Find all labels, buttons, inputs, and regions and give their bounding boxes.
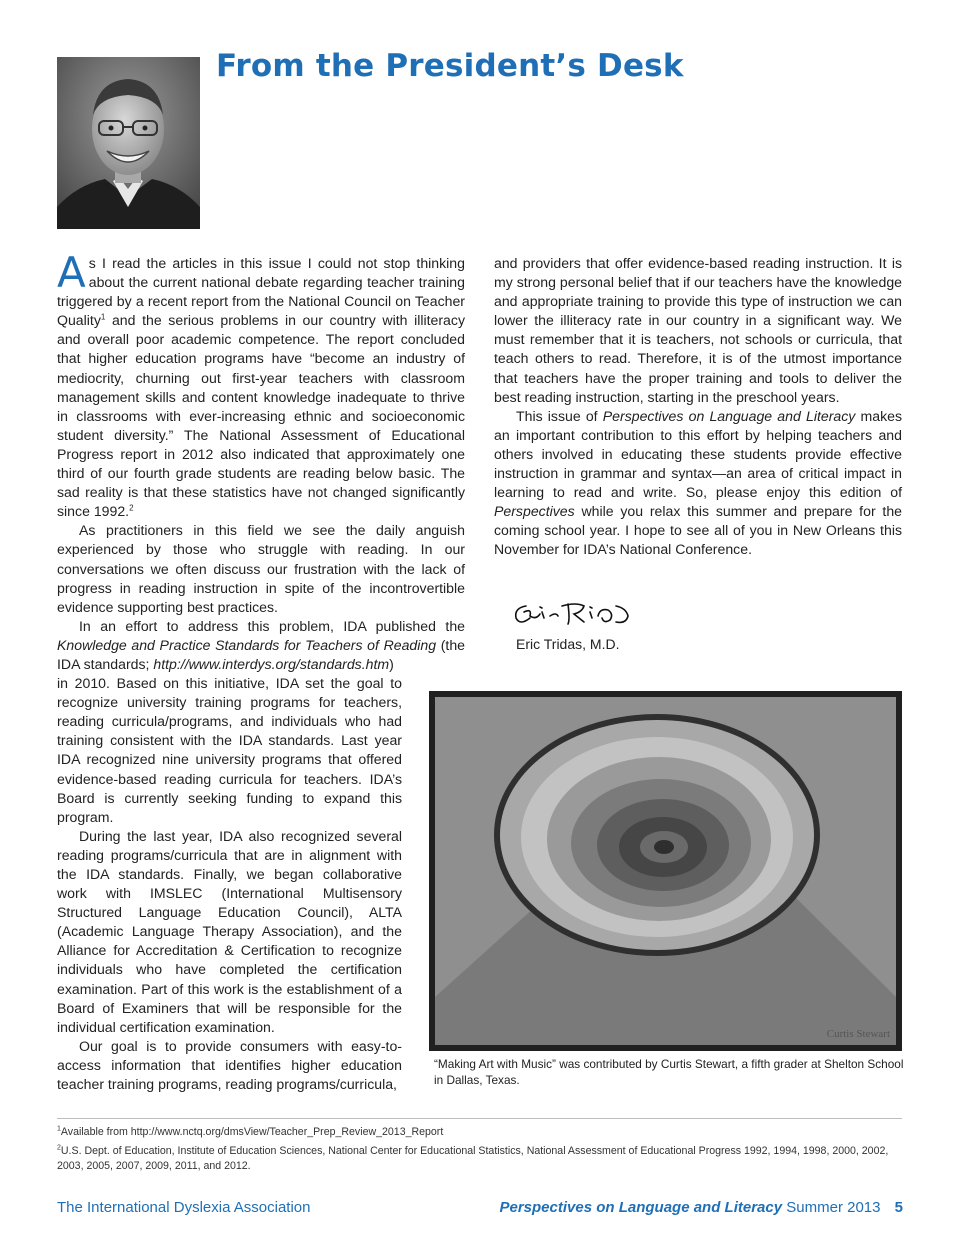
- footnote-1-text: Available from http://www.nctq.org/dmsView/Teacher_Prep_Review_2013_Report: [60, 1126, 444, 1138]
- footnote-ref-1[interactable]: 1: [100, 312, 106, 322]
- footnote-2: [57, 1144, 902, 1174]
- signature-scribble: [512, 598, 642, 630]
- paragraph-3-c: ): [389, 655, 394, 672]
- paragraph-1-lead: s I read the articles in this issue I could not stop thinking about the current national debate regarding teacher training triggered by a recent report from the National Council on Teacher Quality: [57, 255, 465, 329]
- paragraph-2: As practitioners in this field we see the daily anguish experienced by those who struggle with reading. In our conversations we often discuss our frustration with the lack of progress in reading instruction in spite of the incontrovertible evidence supporting best practices.: [57, 522, 465, 615]
- paragraph-3: [57, 617, 465, 674]
- paragraph-7: [494, 407, 902, 560]
- author-portrait: [57, 57, 200, 229]
- paragraph-3-b: (the IDA standards;: [57, 636, 466, 672]
- paragraph-3-continued: in 2010. Based on this initiative, IDA set the goal to recognize university training programs for teachers, reading curricula/programs, and individuals who had training consistent with the IDA standards. Last year IDA recognized nine university programs that offered evidence-based reading curricula for teachers. IDA’s Board is currently seeking funding to expand this program.: [57, 675, 402, 825]
- artwork-frame: [429, 691, 902, 1051]
- portrait-image: [57, 57, 200, 229]
- publication-short-name: Perspectives: [494, 503, 575, 520]
- paragraph-1-rest: and the serious problems in our country with illiteracy and overall poor academic competence. The report concluded that higher education programs have “become an industry of mediocrity, churning out first-year teachers with classroom management skills and content knowledge inadequate to thrive in classrooms with ever-increasing ethnic and socioeconomic student diversity.” The National Assessment of Educational Progress report in 2012 also indicated that approximately one third of our fourth grade students are reading below basic. The sad reality is that these statistics have not changed significantly since 1992.: [57, 312, 465, 520]
- page-number: 5: [894, 1199, 903, 1216]
- artwork-caption: “Making Art with Music” was contributed by Curtis Stewart, a fifth grader at Shelton School in Dallas, Texas.: [434, 1057, 904, 1087]
- paragraph-5: Our goal is to provide consumers with easy-to-access information that identifies higher education teacher training programs, reading programs/curricula,: [57, 1037, 402, 1093]
- paragraph-6: and providers that offer evidence-based reading instruction. It is my strong personal belief that if our teachers have the knowledge and appropriate training to provide this type of instruction we can lower the illiteracy rate in our country in a significant way. We must remember that it is teachers, not schools or curricula, that teach others to read. Therefore, it is of the utmost importance that teachers have the proper training and tools to deliver the best reading instruction, starting in the preschool years.: [494, 255, 902, 405]
- signature: [512, 598, 642, 635]
- footnote-divider: [57, 1118, 902, 1119]
- article-column-right: [494, 254, 902, 560]
- standards-link[interactable]: http://www.interdys.org/standards.htm: [153, 655, 390, 672]
- article-column-left: [57, 248, 466, 1094]
- paragraph-4: During the last year, IDA also recognized several reading programs/curricula that are in alignment with the IDA standards. Finally, we began collaborative work with IMSLEC (International Multisensory Structured Language Education Council), ALTA (Academic Language Therapy Association), and the Alliance for Accreditation & Certification to recognize individuals who have completed the certification examination. Part of this work is the establishment of a Board of Examiners that will be responsible for the individual certification examination.: [57, 827, 402, 1035]
- paragraph-7-a: This issue of: [516, 407, 603, 424]
- paragraph-1: [57, 248, 465, 521]
- artwork-drawing: [435, 697, 896, 1045]
- footnote-ref-2[interactable]: 2: [129, 503, 134, 513]
- paragraph-7-c: while you relax this summer and prepare for the coming school year. I hope to see all of you in New Orleans this November for IDA’s National Conference.: [494, 503, 902, 558]
- paragraph-7-b: makes an important contribution to this effort by helping teachers and others involved in educating these students provide effective instruction in grammar and syntax—an area of critical impact in learning to read and write. So, please enjoy this edition of: [494, 407, 902, 501]
- footer-publication-info: [499, 1199, 903, 1216]
- signature-name: Eric Tridas, M.D.: [516, 636, 620, 652]
- paragraph-3-a: In an effort to address this problem, IDA published the: [79, 617, 465, 634]
- footnote-1: [57, 1125, 902, 1140]
- artist-mark: Curtis Stewart: [826, 1028, 890, 1040]
- drop-cap: A: [57, 248, 86, 297]
- narrow-column-section: [57, 674, 402, 1094]
- standards-title: Knowledge and Practice Standards for Teachers of Reading: [57, 636, 437, 653]
- footnote-2-number: 2: [57, 1144, 61, 1152]
- footer-organization: The International Dyslexia Association: [57, 1199, 311, 1216]
- footer-issue: Summer 2013: [786, 1199, 881, 1216]
- artwork-image: [435, 697, 896, 1045]
- footer-publication: Perspectives on Language and Literacy: [499, 1199, 783, 1216]
- footnote-1-number: 1: [57, 1125, 61, 1133]
- publication-name: Perspectives on Language and Literacy: [602, 407, 856, 424]
- footnote-2-text: U.S. Dept. of Education, Institute of Education Sciences, National Center for Educational Statistics, National Assessment of Educational Progress 1992, 1994, 1998, 2000, 2002, 2003, 2005, 2007, 2009, 2011, and 2012.: [57, 1145, 889, 1172]
- page-title: From the President’s Desk: [216, 48, 684, 84]
